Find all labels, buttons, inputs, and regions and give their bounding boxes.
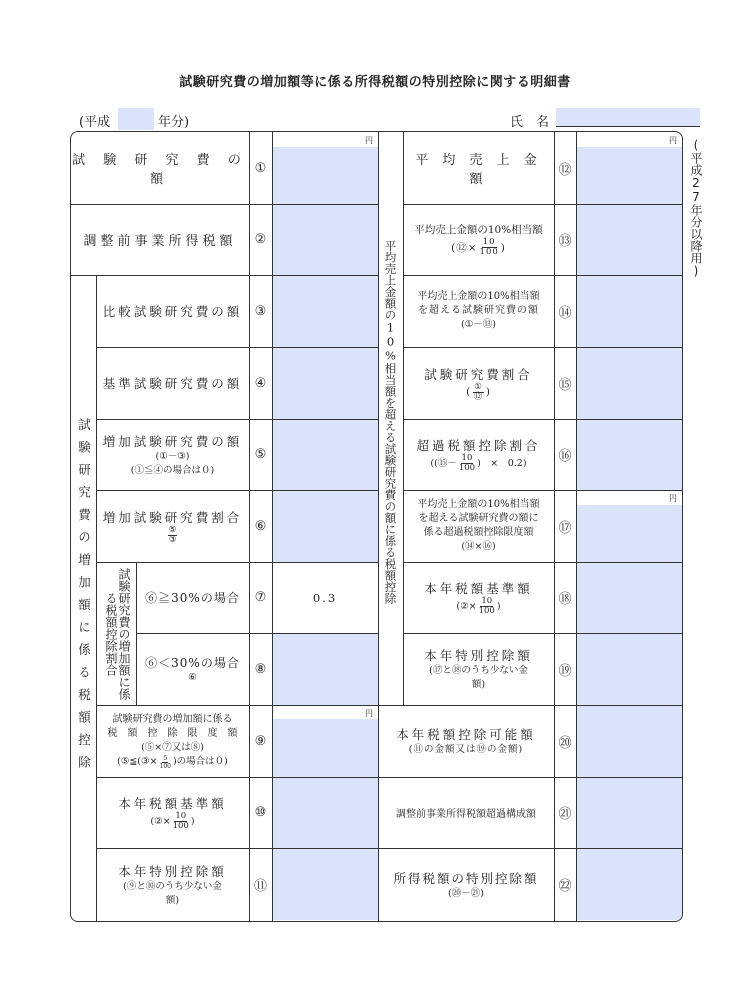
row-22-num: ㉒ xyxy=(558,879,572,894)
row-5-label: 増加試験研究費の額 xyxy=(102,433,243,449)
row-4-num: ④ xyxy=(254,375,267,391)
row-22-sub1: (⑳－㉑) xyxy=(448,887,484,899)
version-note: (平成27年分以降用) xyxy=(689,138,703,278)
yen-mark: 円 xyxy=(669,494,677,503)
row-9-sub2-pre: (⑤≦(③× xyxy=(117,756,158,767)
amount-cell-17-22[interactable] xyxy=(576,505,682,920)
row-16-sub-pre: ((⑮－ xyxy=(430,457,457,469)
row-13-sub-post: ) xyxy=(500,241,506,254)
row-10-block xyxy=(96,777,249,848)
group-label-excess: 平均売上金額の10%相当額を超える試験研究費の額に係る税額控除 xyxy=(383,240,398,604)
frac-numerator: 10 xyxy=(461,453,473,463)
row-18-fraction xyxy=(479,597,495,616)
row-15-fraction xyxy=(473,383,484,402)
yen-mark: 円 xyxy=(669,136,677,145)
row-15-label: 試験研究費割合 xyxy=(424,366,533,382)
name-label: 氏 名 xyxy=(510,115,550,130)
row-18-sub-pre: (②× xyxy=(456,600,477,612)
row-5-block xyxy=(96,419,249,490)
row-9-sub1: (⑤×⑦又は⑧) xyxy=(141,741,204,753)
row-10-num: ⑩ xyxy=(254,805,267,820)
amount-cell-12-16[interactable] xyxy=(576,147,682,490)
yen-mark: 円 xyxy=(365,709,373,718)
row-15-sub xyxy=(466,383,491,402)
row-15-sub-pre: ( xyxy=(466,386,472,398)
row-13-sub xyxy=(451,238,506,257)
row-18-num: ⑱ xyxy=(558,592,572,607)
form-title: 試験研究費の増加額等に係る所得税額の特別控除に関する明細書 xyxy=(179,75,571,90)
frac-numerator: ⑤ xyxy=(168,524,177,535)
row-9-sub2 xyxy=(117,755,228,770)
row-5-sub2: (①≦④の場合は０) xyxy=(130,464,215,476)
row-1-label: 試 験 研 究 費 の 額 xyxy=(72,153,248,187)
row-19-num: ⑲ xyxy=(558,663,572,679)
row-11-label: 本年特別控除額 xyxy=(118,863,227,879)
year-open-label: (平成 xyxy=(79,115,111,130)
row-7-value: 0.3 xyxy=(312,590,338,605)
row-14-sub1: (①－⑬) xyxy=(461,319,496,330)
row-20-label: 本年税額控除可能額 xyxy=(396,727,536,742)
row-13-label: 平均売上金額の10%相当額 xyxy=(414,224,543,236)
row-16-sub-post: ) × 0.2) xyxy=(477,457,527,469)
frac-numerator: 10 xyxy=(482,237,496,247)
row-12-label: 平 均 売 上 金 額 xyxy=(415,153,542,187)
row-10-sub-post: ) xyxy=(190,815,195,827)
row-8-num: ⑧ xyxy=(254,661,267,677)
row-18-block xyxy=(403,562,554,633)
frac-denominator: 100 xyxy=(478,606,495,616)
row-13-num: ⑬ xyxy=(558,234,572,249)
frac-denominator: 100 xyxy=(172,821,189,831)
row-9-label1: 試験研究費の増加額に係る xyxy=(112,713,233,725)
row-11-sub2: 額) xyxy=(165,894,180,906)
row-11-num: ⑪ xyxy=(253,879,267,894)
row-13-fraction xyxy=(480,238,499,257)
row-19-block xyxy=(403,633,554,705)
group-label-rate: 試験研究費の増加額に係る税額控除割合 xyxy=(104,567,131,700)
row-18-sub xyxy=(456,597,500,616)
row-6-label: 増加試験研究費割合 xyxy=(102,509,243,525)
row-17-label3: 係る超過税額控除限度額 xyxy=(423,527,534,538)
row-16-fraction xyxy=(459,454,475,473)
row-18-label: 本年税額基準額 xyxy=(424,581,533,596)
row-19-label: 本年特別控除額 xyxy=(424,648,533,663)
row-2-num: ② xyxy=(254,232,267,247)
row-17-label2: を超える試験研究費の額に xyxy=(418,513,539,524)
row-16-label: 超過税額控除割合 xyxy=(416,438,541,453)
row-10-sub xyxy=(150,812,194,831)
row-6-block xyxy=(96,490,249,562)
row-3-num: ③ xyxy=(254,303,267,319)
row-11-block xyxy=(96,848,249,921)
row-3-label: 比較試験研究費の額 xyxy=(102,304,243,319)
row-22-label: 所得税額の特別控除額 xyxy=(393,870,539,886)
amount-cell-8[interactable] xyxy=(272,634,378,705)
frac-denominator: ⑫ xyxy=(473,391,484,402)
frac-numerator: 10 xyxy=(175,811,187,821)
row-16-block xyxy=(403,419,554,490)
row-15-block xyxy=(403,347,554,419)
row-9-fraction xyxy=(160,755,171,770)
row-11-sub1: (⑨と⑩のうち少ない金 xyxy=(123,880,222,892)
row-6-fraction xyxy=(168,526,178,545)
row-16-num: ⑯ xyxy=(558,449,572,464)
row-10-sub-pre: (②× xyxy=(150,815,171,827)
frac-denominator: 100 xyxy=(159,762,171,770)
row-22-block xyxy=(378,848,554,921)
amount-cell-9-11[interactable] xyxy=(272,719,378,920)
row-21-label: 調整前事業所得税額超過構成額 xyxy=(396,809,536,820)
row-17-label1: 平均売上金額の10%相当額 xyxy=(417,499,540,510)
row-10-fraction xyxy=(173,812,189,831)
row-13-sub-pre: (⑫× xyxy=(451,241,478,254)
row-10-label: 本年税額基準額 xyxy=(118,796,227,811)
row-14-label2: を超える試験研究費の額 xyxy=(418,305,539,316)
row-20-block xyxy=(378,705,554,777)
name-input[interactable] xyxy=(556,108,700,127)
row-6-num: ⑥ xyxy=(254,518,267,534)
row-7-label: ⑥≧30%の場合 xyxy=(145,591,240,605)
row-14-num: ⑭ xyxy=(558,305,572,321)
row-4-label: 基準試験研究費の額 xyxy=(102,376,243,391)
row-8-label: ⑥＜30%の場合 xyxy=(145,655,240,670)
group-label-increase: 試験研究費の増加額に係る税額控除 xyxy=(76,418,92,778)
row-7-num: ⑦ xyxy=(254,590,267,605)
year-input[interactable] xyxy=(118,108,154,130)
row-1-num: ① xyxy=(254,160,267,176)
amount-cell-1-2[interactable] xyxy=(272,147,378,275)
row-20-num: ⑳ xyxy=(558,735,572,751)
row-19-sub2: 額) xyxy=(471,679,486,690)
row-5-sub1: (①－③) xyxy=(155,450,190,462)
row-14-label1: 平均売上金額の10%相当額 xyxy=(417,291,540,302)
row-12-num: ⑫ xyxy=(558,162,572,178)
row-14-block xyxy=(403,275,554,347)
row-13-block xyxy=(403,204,554,275)
row-16-sub xyxy=(430,454,526,473)
frac-numerator: 10 xyxy=(481,596,493,606)
row-9-sub2-post: )の場合は０) xyxy=(172,756,228,767)
row-9-label2: 税 額 控 除 限 度 額 xyxy=(107,727,238,739)
row-15-num: ⑮ xyxy=(558,377,572,393)
frac-numerator: ① xyxy=(474,381,483,392)
row-17-num: ⑰ xyxy=(558,520,572,536)
row-2-label: 調整前事業所得税額 xyxy=(83,234,237,249)
row-9-block xyxy=(96,705,249,777)
row-17-sub1: (⑭×⑯) xyxy=(461,541,496,552)
frac-numerator: 5 xyxy=(163,754,168,762)
row-8-sub1: ⑥ xyxy=(188,671,197,683)
row-21-num: ㉑ xyxy=(558,807,572,822)
row-20-sub1: (⑪の金額又は⑲の金額) xyxy=(408,744,524,755)
row-17-block xyxy=(403,490,554,562)
row-5-num: ⑤ xyxy=(254,447,267,462)
frac-denominator: ③ xyxy=(168,534,177,545)
year-close-label: 年分) xyxy=(158,115,190,130)
row-15-sub-post: ) xyxy=(485,386,491,398)
row-8-block xyxy=(136,633,249,705)
frac-denominator: 100 xyxy=(458,463,476,473)
frac-denominator: 100 xyxy=(479,247,499,257)
row-9-num: ⑨ xyxy=(254,733,267,749)
row-18-sub-post: ) xyxy=(496,600,501,612)
row-19-sub1: (⑰と⑱のうち少ない金 xyxy=(429,665,528,676)
form-table xyxy=(70,131,683,922)
yen-mark: 円 xyxy=(365,136,373,145)
